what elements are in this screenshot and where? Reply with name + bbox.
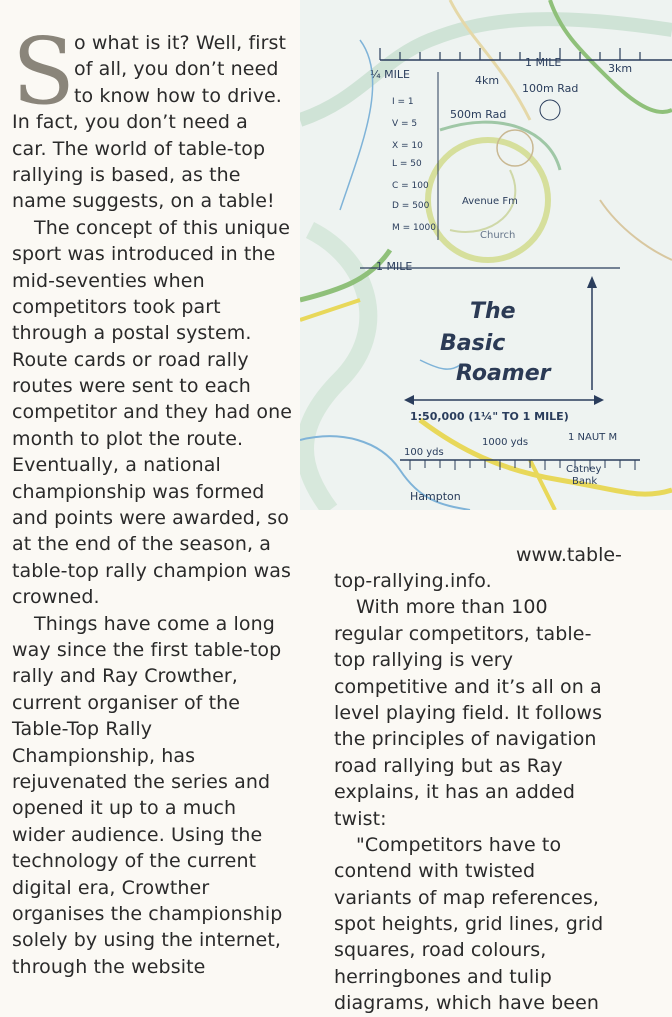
- label-naut-mile: 1 NAUT M: [568, 432, 618, 443]
- roman-c: C = 100: [392, 181, 429, 191]
- roman-l: L = 50: [392, 159, 422, 169]
- map-image: [300, 0, 672, 510]
- text-line: With more than 100: [356, 596, 548, 619]
- text-line: regular competitors, table-: [334, 622, 592, 645]
- website-caption: www.table-: [516, 544, 622, 566]
- text-line: spot heights, grid lines, grid: [334, 913, 604, 936]
- text-line: squares, road colours,: [334, 939, 547, 962]
- place-church: Church: [480, 230, 516, 241]
- text-line: mid-seventies when: [12, 269, 205, 292]
- text-line: championship was formed: [12, 480, 265, 503]
- text-line: Things have come a long: [34, 612, 275, 635]
- text-line: month to plot the route.: [12, 427, 244, 450]
- scale-text: 1:50,000 (1¼" TO 1 MILE): [410, 410, 569, 423]
- text-line: herringbones and tulip: [334, 965, 552, 988]
- text-line: crowned.: [12, 586, 100, 609]
- article-right-column: [334, 568, 634, 1017]
- text-line: competitors took part: [12, 295, 221, 318]
- text-line: name suggests, on a table!: [12, 190, 275, 213]
- text-line: road rallying but as Ray: [334, 754, 563, 777]
- text-line: level playing field. It follows: [334, 701, 603, 724]
- place-avenue-fm: Avenue Fm: [462, 196, 518, 207]
- text-line: top-rallying.info.: [334, 570, 492, 592]
- text-line: wider audience. Using the: [12, 823, 263, 846]
- text-line: opened it up to a much: [12, 797, 237, 820]
- text-line: variants of map references,: [334, 886, 600, 909]
- label-1-mile-left: 1 MILE: [376, 260, 413, 273]
- map-title-line-3: Roamer: [456, 361, 551, 386]
- map-title-line-2: Basic: [440, 331, 506, 356]
- text-line: explains, it has an added: [334, 781, 576, 804]
- label-100-yds: 100 yds: [404, 447, 444, 458]
- text-line: rejuvenated the series and: [12, 770, 271, 793]
- text-line: technology of the current: [12, 850, 257, 873]
- text-line: to know how to drive.: [74, 84, 282, 107]
- label-100m-rad: 100m Rad: [522, 82, 579, 95]
- label-1000-yds: 1000 yds: [482, 437, 529, 448]
- article-left-column: [12, 18, 312, 980]
- text-line: Eventually, a national: [12, 454, 221, 477]
- roman-v: V = 5: [392, 119, 418, 129]
- label-1-mile-top: 1 MILE: [525, 56, 562, 69]
- text-line: "Competitors have to: [356, 833, 562, 856]
- label-quarter-mile: ¼ MILE: [370, 68, 410, 81]
- text-line: table-top rally champion was: [12, 559, 292, 582]
- label-500m-rad: 500m Rad: [450, 108, 507, 121]
- text-line: through the website: [12, 955, 206, 978]
- drop-cap: S: [12, 18, 76, 125]
- text-line: Route cards or road rally: [12, 348, 249, 371]
- text-line: at the end of the season, a: [12, 533, 271, 556]
- roman-i: I = 1: [392, 97, 414, 107]
- label-4km: 4km: [475, 74, 500, 87]
- text-line: The concept of this unique: [34, 216, 290, 239]
- roman-m: M = 1000: [392, 223, 436, 233]
- text-line: current organiser of the: [12, 691, 241, 714]
- text-line: the principles of navigation: [334, 728, 597, 751]
- text-line: rallying is based, as the: [12, 163, 241, 186]
- place-hampton: Hampton: [410, 490, 461, 503]
- text-line: of all, you don’t need: [74, 58, 279, 81]
- text-line: car. The world of table-top: [12, 137, 266, 160]
- text-line: organises the championship: [12, 902, 283, 925]
- text-line: diagrams, which have been: [334, 992, 600, 1015]
- text-line: o what is it? Well, first: [74, 32, 287, 54]
- roman-d: D = 500: [392, 201, 430, 211]
- text-line: competitor and they had one: [12, 401, 293, 424]
- text-line: sport was introduced in the: [12, 243, 276, 266]
- map-title-line-1: The: [470, 299, 516, 324]
- text-line: rally and Ray Crowther,: [12, 665, 238, 688]
- place-catney: Catney: [566, 464, 602, 475]
- text-line: through a postal system.: [12, 322, 252, 345]
- text-line: top rallying is very: [334, 649, 514, 672]
- text-line: In fact, you don’t need a: [12, 111, 248, 134]
- text-line: competitive and it’s all on a: [334, 675, 602, 698]
- text-line: digital era, Crowther: [12, 876, 210, 899]
- text-line: contend with twisted: [334, 860, 536, 883]
- text-line: twist:: [334, 807, 387, 830]
- place-bank: Bank: [572, 476, 598, 487]
- text-line: Table-Top Rally: [12, 718, 153, 741]
- text-line: way since the first table-top: [12, 638, 282, 661]
- roman-x: X = 10: [392, 141, 423, 151]
- text-line: and points were awarded, so: [12, 507, 289, 530]
- text-line: solely by using the internet,: [12, 929, 282, 952]
- text-line: Championship, has: [12, 744, 196, 767]
- text-line: routes were sent to each: [12, 375, 251, 398]
- label-3km: 3km: [608, 62, 633, 75]
